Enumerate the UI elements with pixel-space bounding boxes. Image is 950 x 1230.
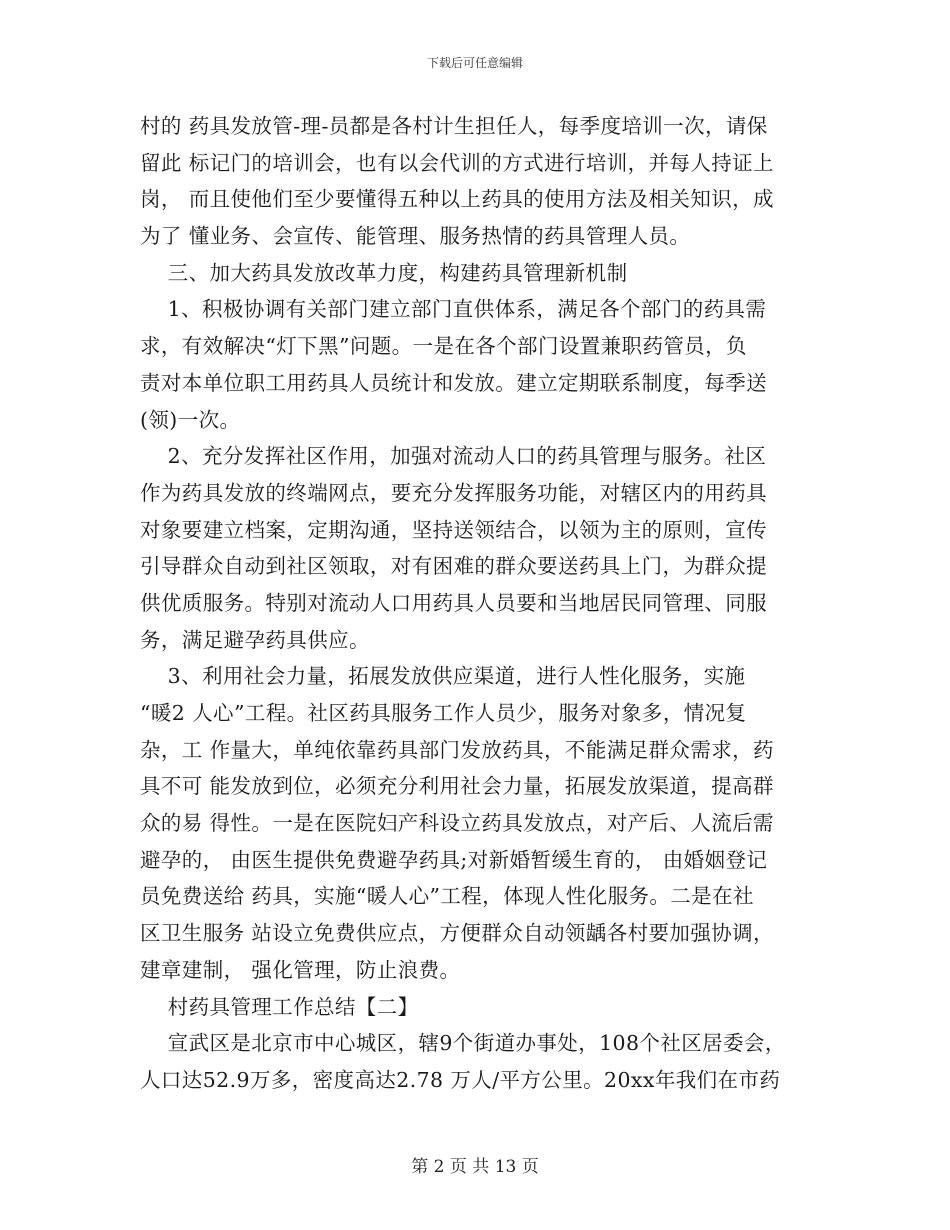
text-line: 引导群众自动到社区领取，对有困难的群众要送药具上门，为群众提 [140, 554, 767, 579]
text-line: 求，有效解决“灯下黑”问题。一是在各个部门设置兼职药管员，负 [140, 334, 747, 359]
text-line: 宣武区是北京市中心城区，辖9个街道办事处，108个社区居委会， [140, 1031, 786, 1056]
text-line: 1、积极协调有关部门建立部门直供体系，满足各个部门的药具需 [140, 297, 767, 322]
text-line: 作为药具发放的终端网点，要充分发挥服务功能，对辖区内的用药具 [140, 480, 767, 505]
section-heading: 三、加大药具发放改革力度，构建药具管理新机制 [140, 260, 628, 285]
text-line: 人口达52.9万多，密度高达2.78 万人/平方公里。20xx年我们在市药 [140, 1067, 781, 1092]
text-line: 员免费送给 药具，实施“暖人心”工程，体现人性化服务。二是在社 [140, 884, 754, 909]
text-line: “暖2 人心”工程。社区药具服务工作人员少，服务对象多，情况复 [140, 701, 747, 725]
text-line: 供优质服务。特别对流动人口用药具人员要和当地居民同管理、同服 [140, 590, 767, 615]
text-line: 3、利用社会力量，拓展发放供应渠道，进行人性化服务，实施 [140, 664, 746, 689]
text-line: 为了 懂业务、会宣传、能管理、服务热情的药具管理人员。 [140, 224, 691, 249]
text-line: 建章建制， 强化管理，防止浪费。 [140, 957, 461, 982]
text-line: 村的 药具发放管-理-员都是各村计生担任人，每季度培训一次，请保 [140, 114, 768, 138]
page-footer: 第 2 页 共 13 页 [411, 1157, 539, 1177]
section-heading: 村药具管理工作总结【二】 [140, 994, 419, 1019]
text-line: 众的易 得性。一是在医院妇产科设立药具发放点，对产后、人流后需 [140, 811, 774, 836]
text-line: 责对本单位职工用药具人员统计和发放。建立定期联系制度，每季送 [140, 370, 767, 395]
text-line: 对象要建立档案，定期沟通，坚持送领结合，以领为主的原则，宣传 [140, 517, 767, 542]
text-line: 杂，工 作量大，单纯依靠药具部门发放药具，不能满足群众需求，药 [140, 737, 774, 762]
text-line: 岗， 而且使他们至少要懂得五种以上药具的使用方法及相关知识，成 [140, 187, 774, 212]
text-line: 具不可 能发放到位，必须充分利用社会力量，拓展发放渠道，提高群 [140, 774, 774, 799]
page-header: 下载后可任意编辑 [426, 56, 523, 70]
text-line: (领)一次。 [140, 407, 241, 432]
document-body [140, 108, 830, 1099]
text-line: 避孕的， 由医生提供免费避孕药具;对新婚暂缓生育的， 由婚姻登记 [140, 847, 768, 872]
text-line: 留此 标记门的培训会，也有以会代训的方式进行培训，并每人持证上 [140, 150, 774, 175]
text-line: 2、充分发挥社区作用，加强对流动人口的药具管理与服务。社区 [140, 444, 767, 469]
text-line: 区卫生服务 站设立免费供应点，方便群众自动领龋各村要加强协调， [140, 921, 774, 946]
text-line: 务，满足避孕药具供应。 [140, 627, 370, 652]
